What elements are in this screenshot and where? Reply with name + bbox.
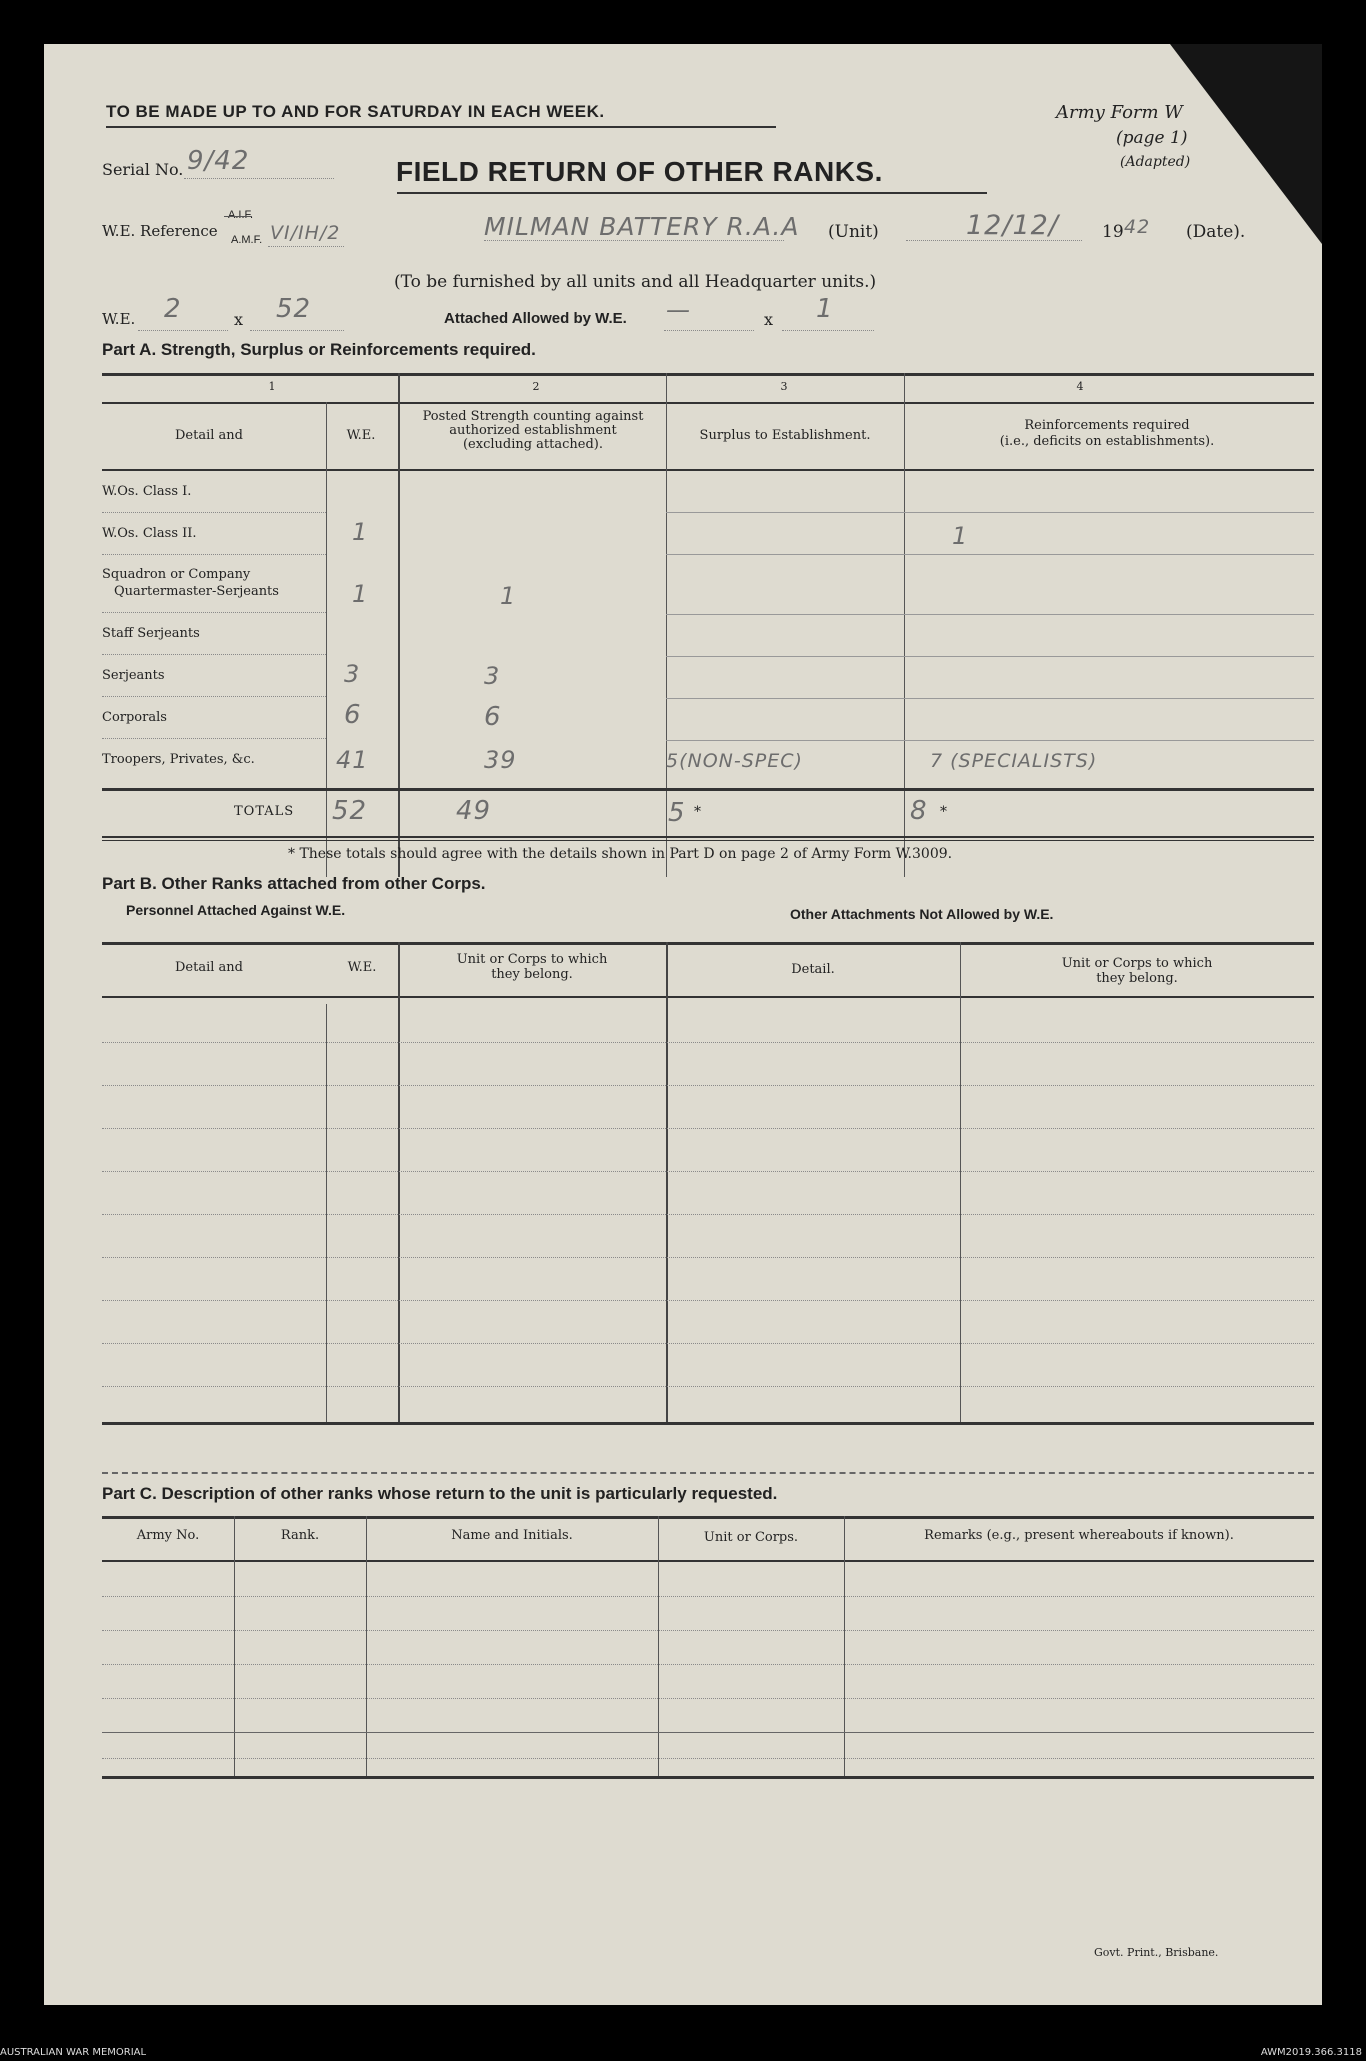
row-posted: 3 — [484, 662, 501, 690]
row-posted: 6 — [484, 702, 502, 732]
year-prefix: 19 — [1102, 222, 1124, 242]
total-surplus: 5 — [668, 798, 686, 828]
col-number: 4 — [1076, 380, 1084, 393]
tear-line — [102, 1472, 1314, 1474]
part-c-col: Remarks (e.g., present whereabouts if known). — [924, 1528, 1234, 1543]
amf-value: VI/IH/2 — [270, 222, 341, 244]
part-c-col: Name and Initials. — [451, 1528, 573, 1543]
col-number: 1 — [268, 380, 276, 393]
page-label: (page 1) — [1116, 128, 1188, 148]
row-label: Corporals — [102, 710, 167, 725]
col-detail-header: Detail and — [175, 428, 243, 443]
col-surplus-header: Surplus to Establishment. — [699, 428, 871, 443]
printer-mark: Govt. Print., Brisbane. — [1094, 1946, 1219, 1959]
part-c-heading: Part C. Description of other ranks whose return to the unit is particularly requested. — [102, 1484, 778, 1503]
row-we: 1 — [352, 580, 369, 608]
total-star: * — [694, 804, 701, 820]
footer-institution: AUSTRALIAN WAR MEMORIAL — [0, 2047, 147, 2058]
part-a-heading: Part A. Strength, Surplus or Reinforcements required. — [102, 340, 536, 359]
weekly-instruction: TO BE MADE UP TO AND FOR SATURDAY IN EACH WEEK. — [106, 102, 605, 121]
serial-label: Serial No. — [102, 160, 184, 179]
col-we-header: W.E. — [346, 428, 376, 443]
row-we: 1 — [352, 518, 369, 546]
total-reinf: 8 — [910, 796, 928, 826]
date-value: 12/12/ — [966, 210, 1059, 241]
torn-corner — [1170, 44, 1322, 244]
col-number: 2 — [532, 380, 540, 393]
we-label: W.E. — [102, 310, 136, 328]
row-label: W.Os. Class II. — [102, 526, 197, 541]
part-b-col-unit2: Unit or Corps to which they belong. — [1061, 956, 1213, 986]
adapted-label: (Adapted) — [1120, 154, 1191, 170]
total-we: 52 — [332, 796, 368, 826]
furnish-note: (To be furnished by all units and all Headquarter units.) — [394, 272, 877, 292]
row-label: Staff Serjeants — [102, 626, 200, 641]
form-title: FIELD RETURN OF OTHER RANKS. — [396, 156, 883, 187]
we-reference-label: W.E. Reference — [102, 222, 218, 240]
we-value-2: 52 — [276, 294, 312, 324]
totals-label: TOTALS — [234, 804, 295, 819]
row-we: 3 — [344, 660, 361, 688]
date-label: (Date). — [1186, 222, 1246, 242]
totals-footnote: * These totals should agree with the details shown in Part D on page 2 of Army Form W.3009. — [288, 846, 953, 862]
row-label: W.Os. Class I. — [102, 484, 192, 499]
part-b-col-unit: Unit or Corps to which they belong. — [456, 952, 608, 982]
part-b-left-sub: Personnel Attached Against W.E. — [126, 902, 346, 918]
row-we: 41 — [336, 746, 369, 774]
row-surplus: 5(NON-SPEC) — [666, 750, 803, 772]
serial-value: 9/42 — [187, 146, 250, 176]
col-reinf-header: Reinforcements required (i.e., deficits on establishments). — [999, 418, 1215, 449]
row-label: Troopers, Privates, &c. — [102, 752, 255, 767]
amf-label: A.M.F. — [231, 234, 263, 246]
aif-label: A.I.F. — [228, 209, 254, 221]
part-b-heading: Part B. Other Ranks attached from other Corps. — [102, 874, 486, 893]
footer-accession: AWM2019.366.3118 — [1260, 2047, 1362, 2058]
unit-label: (Unit) — [828, 222, 879, 242]
row-posted: 39 — [484, 746, 517, 774]
part-b-col-detail: Detail and — [175, 960, 243, 975]
part-c-col: Unit or Corps. — [703, 1530, 799, 1545]
row-label: Squadron or Company Quartermaster-Serjeants — [102, 567, 279, 599]
we-value-1: 2 — [164, 294, 182, 324]
total-star: * — [940, 804, 947, 820]
unit-value: MILMAN BATTERY R.A.A — [484, 212, 800, 241]
row-reinf: 7 (SPECIALISTS) — [930, 750, 1098, 772]
total-posted: 49 — [456, 796, 492, 826]
row-label: Serjeants — [102, 668, 165, 683]
part-b-col-detail2: Detail. — [791, 962, 835, 977]
part-c-col: Rank. — [280, 1528, 320, 1543]
col-number: 3 — [780, 380, 788, 393]
row-posted: 1 — [500, 582, 517, 610]
we-x: x — [234, 310, 244, 329]
attached-value-2: 1 — [816, 294, 834, 324]
row-we: 6 — [344, 700, 362, 730]
row-reinf: 1 — [952, 522, 969, 550]
army-form-label: Army Form W — [1056, 102, 1183, 123]
part-c-col: Army No. — [136, 1528, 200, 1543]
part-b-col-we: W.E. — [347, 960, 377, 975]
attached-value-1: — — [666, 296, 691, 324]
col-posted-header: Posted Strength counting against authorized establishment (excluding attached). — [422, 409, 644, 452]
year-value: 42 — [1124, 216, 1151, 238]
attached-x: x — [764, 310, 774, 329]
part-b-right-sub: Other Attachments Not Allowed by W.E. — [790, 906, 1054, 922]
form-paper — [44, 44, 1322, 2005]
attached-label: Attached Allowed by W.E. — [444, 310, 627, 327]
